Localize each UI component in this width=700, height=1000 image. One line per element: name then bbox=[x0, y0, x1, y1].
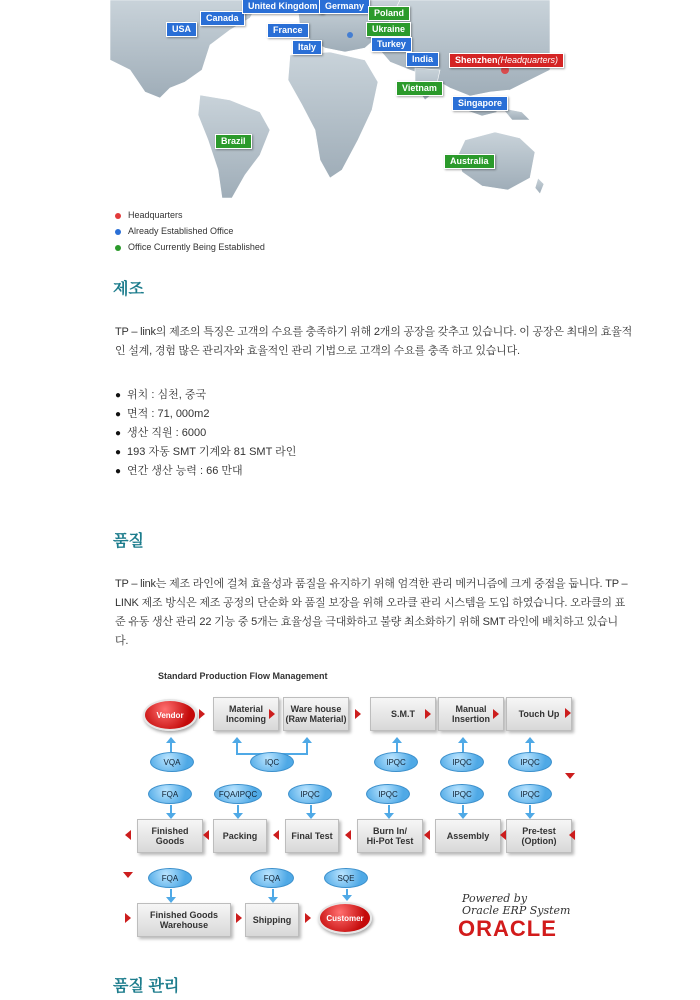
manufacturing-paragraph: TP – link의 제조의 특징은 고객의 수요를 충족하기 위해 2개의 공장을 갖추고 있습니다. 이 공장은 최대의 효율적인 설계, 경험 많은 관리자와 효율적인 관리 기법으로 고객의 수요를 충족 하고 있습니다. bbox=[115, 326, 633, 357]
check-ipqc-touchup: IPQC bbox=[508, 752, 552, 772]
arrow-left-icon bbox=[203, 830, 209, 840]
check-ipqc-smt: IPQC bbox=[374, 752, 418, 772]
arrow-left-icon bbox=[273, 830, 279, 840]
flow-step-shipping: Shipping bbox=[245, 903, 299, 937]
map-label-vietnam: Vietnam bbox=[396, 81, 443, 96]
blue-dot-icon bbox=[115, 229, 121, 235]
map-label-australia: Australia bbox=[444, 154, 495, 169]
map-label-turkey: Turkey bbox=[371, 37, 412, 52]
quality-title: 품질 bbox=[113, 533, 144, 550]
flow-step-final-test: Final Test bbox=[285, 819, 339, 853]
list-item: ● 위치 : 심천, 중국 bbox=[115, 386, 296, 405]
flow-step-packing: Packing bbox=[213, 819, 267, 853]
erp-text: Oracle ERP System bbox=[462, 904, 571, 917]
arrow-down-icon bbox=[170, 889, 172, 898]
flow-step-pre-test: Pre-test (Option) bbox=[506, 819, 572, 853]
manufacturing-facts bbox=[115, 386, 296, 481]
check-ipqc-pretest: IPQC bbox=[508, 784, 552, 804]
arrow-up-icon bbox=[170, 742, 172, 752]
legend-label: Office Currently Being Established bbox=[128, 242, 265, 252]
manufacturing-title: 제조 bbox=[113, 281, 144, 298]
arrow-down-icon bbox=[123, 872, 133, 878]
map-label-ukraine: Ukraine bbox=[366, 22, 411, 37]
oracle-logo: ORACLE bbox=[458, 916, 557, 941]
arrow-right-icon bbox=[305, 913, 311, 923]
world-map bbox=[110, 0, 559, 200]
green-dot-icon bbox=[115, 245, 121, 251]
check-ipqc-manual: IPQC bbox=[440, 752, 484, 772]
check-iqc: IQC bbox=[250, 752, 294, 772]
map-label-canada: Canada bbox=[200, 11, 245, 26]
flow-step-burn-in: Burn In/ Hi-Pot Test bbox=[357, 819, 423, 853]
map-label-germany: Germany bbox=[319, 0, 370, 14]
legend-label: Headquarters bbox=[128, 210, 183, 220]
red-dot-icon bbox=[115, 213, 121, 219]
arrow-up-icon bbox=[529, 742, 531, 752]
arrow-down-icon bbox=[346, 889, 348, 896]
map-label-italy: Italy bbox=[292, 40, 322, 55]
check-fqa-ipqc: FQA/IPQC bbox=[214, 784, 262, 804]
map-label-brazil: Brazil bbox=[215, 134, 252, 149]
arrow-left-icon bbox=[424, 830, 430, 840]
arrow-down-icon bbox=[237, 805, 239, 814]
arrow-down-icon bbox=[529, 805, 531, 814]
flow-step-customer: Customer bbox=[318, 902, 372, 934]
arrow-right-icon bbox=[236, 913, 242, 923]
flow-diagram-title: Standard Production Flow Management bbox=[158, 671, 328, 681]
map-label-uk: United Kingdom bbox=[242, 0, 324, 14]
list-item: ● 193 자동 SMT 기계와 81 SMT 라인 bbox=[115, 443, 296, 462]
powered-by-text: Powered by bbox=[462, 892, 528, 905]
oracle-caption bbox=[462, 893, 571, 917]
arrow-left-icon bbox=[125, 830, 131, 840]
flow-step-finished-goods-warehouse: Finished Goods Warehouse bbox=[137, 903, 231, 937]
arrow-down-icon bbox=[272, 889, 274, 898]
arrow-left-icon bbox=[345, 830, 351, 840]
legend-established-office bbox=[115, 225, 233, 237]
check-ipqc-final: IPQC bbox=[288, 784, 332, 804]
flow-step-finished-goods: Finished Goods bbox=[137, 819, 203, 853]
arrow-up-icon bbox=[462, 742, 464, 752]
map-label-india: India bbox=[406, 52, 439, 67]
map-label-usa: USA bbox=[166, 22, 197, 37]
map-label-singapore: Singapore bbox=[452, 96, 508, 111]
list-item: ● 생산 직원 : 6000 bbox=[115, 424, 296, 443]
legend-headquarters bbox=[115, 209, 183, 221]
arrow-right-icon bbox=[125, 913, 131, 923]
arrow-down-icon bbox=[565, 773, 575, 779]
legend-label: Already Established Office bbox=[128, 226, 234, 236]
arrow-left-icon bbox=[569, 830, 575, 840]
check-sqe: SQE bbox=[324, 868, 368, 888]
check-vqa: VQA bbox=[150, 752, 194, 772]
flow-step-smt: S.M.T bbox=[370, 697, 436, 731]
arrow-down-icon bbox=[310, 805, 312, 814]
arrow-up-icon bbox=[396, 742, 398, 752]
arrow-right-icon bbox=[355, 709, 361, 719]
arrow-right-icon bbox=[199, 709, 205, 719]
quality-management-title: 품질 관리 bbox=[113, 978, 180, 995]
flow-step-vendor: Vendor bbox=[143, 699, 197, 731]
arrow-right-icon bbox=[269, 709, 275, 719]
list-item: ● 연간 생산 능력 : 66 만대 bbox=[115, 462, 296, 481]
arrow-down-icon bbox=[462, 805, 464, 814]
arrow-right-icon bbox=[425, 709, 431, 719]
arrow-down-icon bbox=[170, 805, 172, 814]
flow-step-assembly: Assembly bbox=[435, 819, 501, 853]
check-ipqc-burnin: IPQC bbox=[366, 784, 410, 804]
map-label-france: France bbox=[267, 23, 309, 38]
check-ipqc-assembly: IPQC bbox=[440, 784, 484, 804]
check-fqa-shipping: FQA bbox=[250, 868, 294, 888]
flow-step-touch-up: Touch Up bbox=[506, 697, 572, 731]
map-label-shenzhen bbox=[449, 53, 564, 68]
map-label-poland: Poland bbox=[368, 6, 410, 21]
check-fqa-warehouse: FQA bbox=[148, 868, 192, 888]
quality-paragraph: TP – link는 제조 라인에 걸쳐 효율성과 품질을 유지하기 위해 엄격한 관리 메커니즘에 크게 중점을 둡니다. TP –LINK 제조 방식은 제조 공정의 단순화 와 품질 보장을 위해 오라클 관리 시스템을 도입 하였습니다. 오라클의 표준 유동 생산 관리 22 기능 중 5개는 효율성을 극대화하고 불량 최소화하기 위해 SMT 라인에 배치하고 있습니다. bbox=[115, 578, 628, 647]
arrow-down-icon bbox=[388, 805, 390, 814]
flow-step-material-incoming: Material Incoming bbox=[213, 697, 279, 731]
headquarters-note: (Headquarters) bbox=[497, 55, 559, 65]
flow-step-manual-insertion: Manual Insertion bbox=[438, 697, 504, 731]
arrow-right-icon bbox=[565, 708, 571, 718]
list-item: ● 면적 : 71, 000m2 bbox=[115, 405, 296, 424]
flow-step-warehouse-raw: Ware house (Raw Material) bbox=[283, 697, 349, 731]
arrow-right-icon bbox=[493, 709, 499, 719]
legend-office-being-established bbox=[115, 241, 265, 253]
shenzhen-name: Shenzhen bbox=[455, 55, 498, 65]
check-fqa: FQA bbox=[148, 784, 192, 804]
